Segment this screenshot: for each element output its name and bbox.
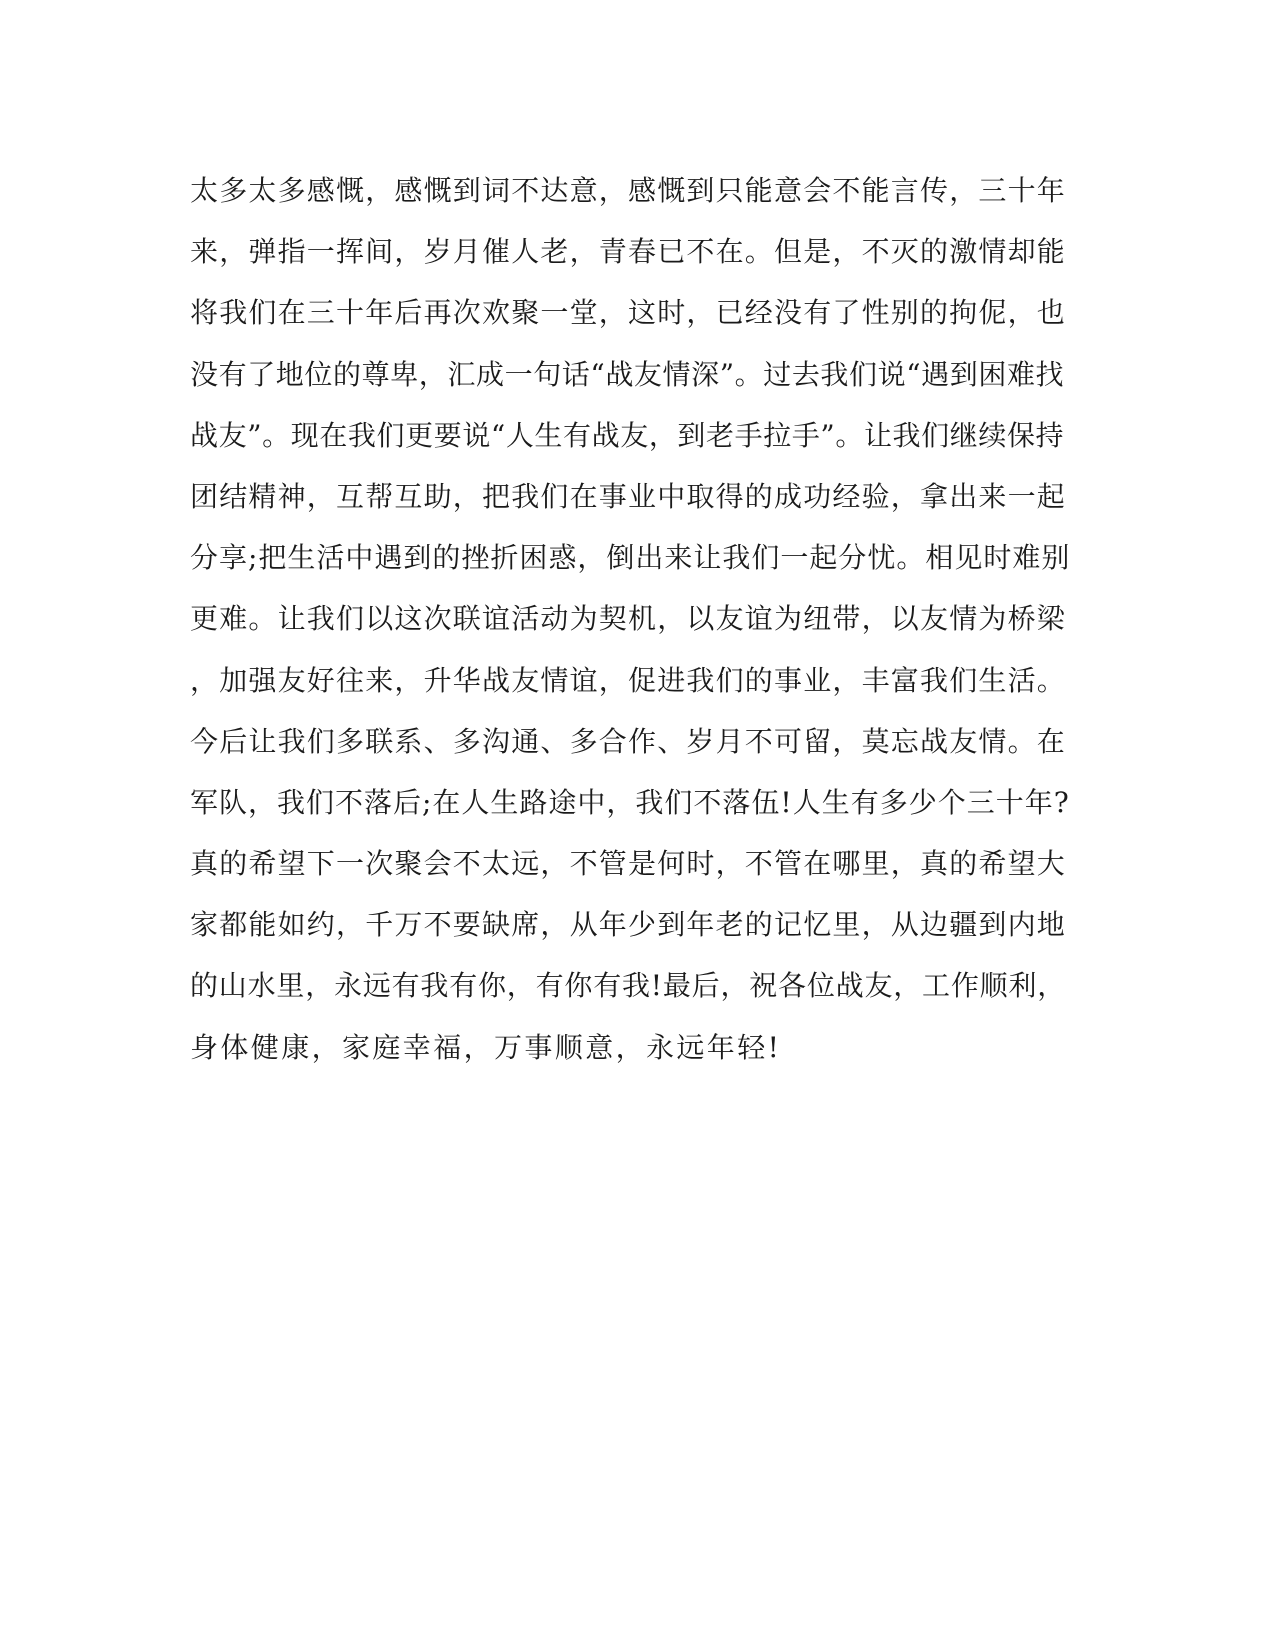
text-line: 真的希望下一次聚会不太远，不管是何时，不管在哪里，真的希望大 <box>190 847 1067 881</box>
text-line: 更难。让我们以这次联谊活动为契机，以友谊为纽带，以友情为桥梁 <box>190 602 1067 636</box>
text-line: 家都能如约，千万不要缺席，从年少到年老的记忆里，从边疆到内地 <box>190 908 1067 942</box>
text-line: 的山水里，永远有我有你，有你有我!最后，祝各位战友，工作顺利， <box>190 969 1067 1003</box>
text-line: 太多太多感慨，感慨到词不达意，感慨到只能意会不能言传，三十年 <box>190 174 1067 207</box>
text-line: ，加强友好往来，升华战友情谊，促进我们的事业，丰富我们生活。 <box>190 663 1067 697</box>
text-line: 身体健康，家庭幸福，万事顺意，永远年轻! <box>190 1030 782 1064</box>
text-line: 团结精神，互帮互助，把我们在事业中取得的成功经验，拿出来一起 <box>190 479 1067 513</box>
text-line: 今后让我们多联系、多沟通、多合作、岁月不可留，莫忘战友情。在 <box>190 724 1067 758</box>
text-line: 将我们在三十年后再次欢聚一堂，这时，已经没有了性别的拘伲，也 <box>190 296 1067 330</box>
text-line: 军队，我们不落后;在人生路途中，我们不落伍!人生有多少个三十年? <box>190 785 1070 819</box>
text-line: 没有了地位的尊卑，汇成一句话“战友情深”。过去我们说“遇到困难找 <box>190 357 1065 391</box>
text-line: 战友”。现在我们更要说“人生有战友，到老手拉手”。让我们继续保持 <box>190 418 1065 452</box>
text-line: 来，弹指一挥间，岁月催人老，青春已不在。但是，不灭的激情却能 <box>190 235 1067 269</box>
body-paragraph <box>190 160 1070 1078</box>
text-line: 分享;把生活中遇到的挫折困惑，倒出来让我们一起分忧。相见时难别 <box>190 541 1071 575</box>
